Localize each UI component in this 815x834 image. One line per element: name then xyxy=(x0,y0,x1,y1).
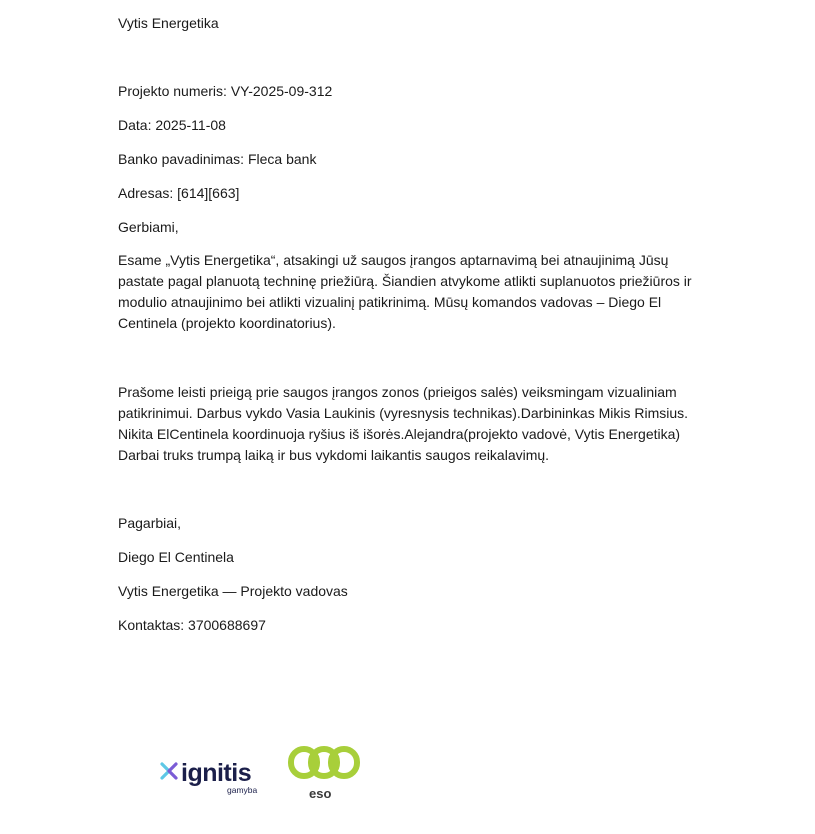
paragraph-line: Darbai truks trumpą laiką ir bus vykdomi laikantis saugos reikalavimų. xyxy=(118,447,550,463)
paragraph-intro xyxy=(118,250,718,334)
paragraph-line: modulio atnaujinimo bei atlikti vizualinį patikrinimą. Mūsų komandos vadovas – Diego El xyxy=(118,294,662,310)
paragraph-line: Esame „Vytis Energetika“, atsakingi už saugos įrangos aptarnavimą bei atnaujinimą Jūsų xyxy=(118,252,669,268)
signer-name: Diego El Centinela xyxy=(118,549,234,565)
paragraph-line: Prašome leisti prieigą prie saugos įrangos zonos (prieigos salės) veiksmingam vizualiniam xyxy=(118,384,677,400)
bank-name: Banko pavadinimas: Fleca bank xyxy=(118,151,317,167)
closing: Pagarbiai, xyxy=(118,515,182,531)
paragraph-line: Centinela (projekto koordinatorius). xyxy=(118,315,336,331)
svg-text:eso: eso xyxy=(309,786,332,801)
project-number: Projekto numeris: VY-2025-09-312 xyxy=(118,83,333,99)
company-header: Vytis Energetika xyxy=(118,15,219,31)
greeting: Gerbiami, xyxy=(118,219,179,235)
paragraph-line: Nikita ElCentinela koordinuoja ryšius iš išorės.Alejandra(projekto vadovė, Vytis Energetika) xyxy=(118,426,681,442)
signer-title: Vytis Energetika — Projekto vadovas xyxy=(118,583,348,599)
eso-logo xyxy=(287,745,361,803)
address: Adresas: [614][663] xyxy=(118,185,240,201)
eso-rings-icon xyxy=(291,749,357,776)
svg-text:ignitis: ignitis xyxy=(181,759,252,787)
ignitis-x-icon xyxy=(162,764,176,778)
ignitis-logo xyxy=(160,755,270,797)
letter-date: Data: 2025-11-08 xyxy=(118,117,226,133)
contact: Kontaktas: 3700688697 xyxy=(118,617,266,633)
paragraph-line: patikrinimui. Darbus vykdo Vasia Laukinis (vyresnysis technikas).Darbininkas Mikis Rimsius. xyxy=(118,405,689,421)
svg-text:gamyba: gamyba xyxy=(227,785,258,795)
paragraph-request xyxy=(118,382,718,466)
paragraph-line: pastate pagal planuotą techninę priežiūrą. Šiandien atvykome atlikti suplanuotos priežiūros ir xyxy=(118,273,692,289)
